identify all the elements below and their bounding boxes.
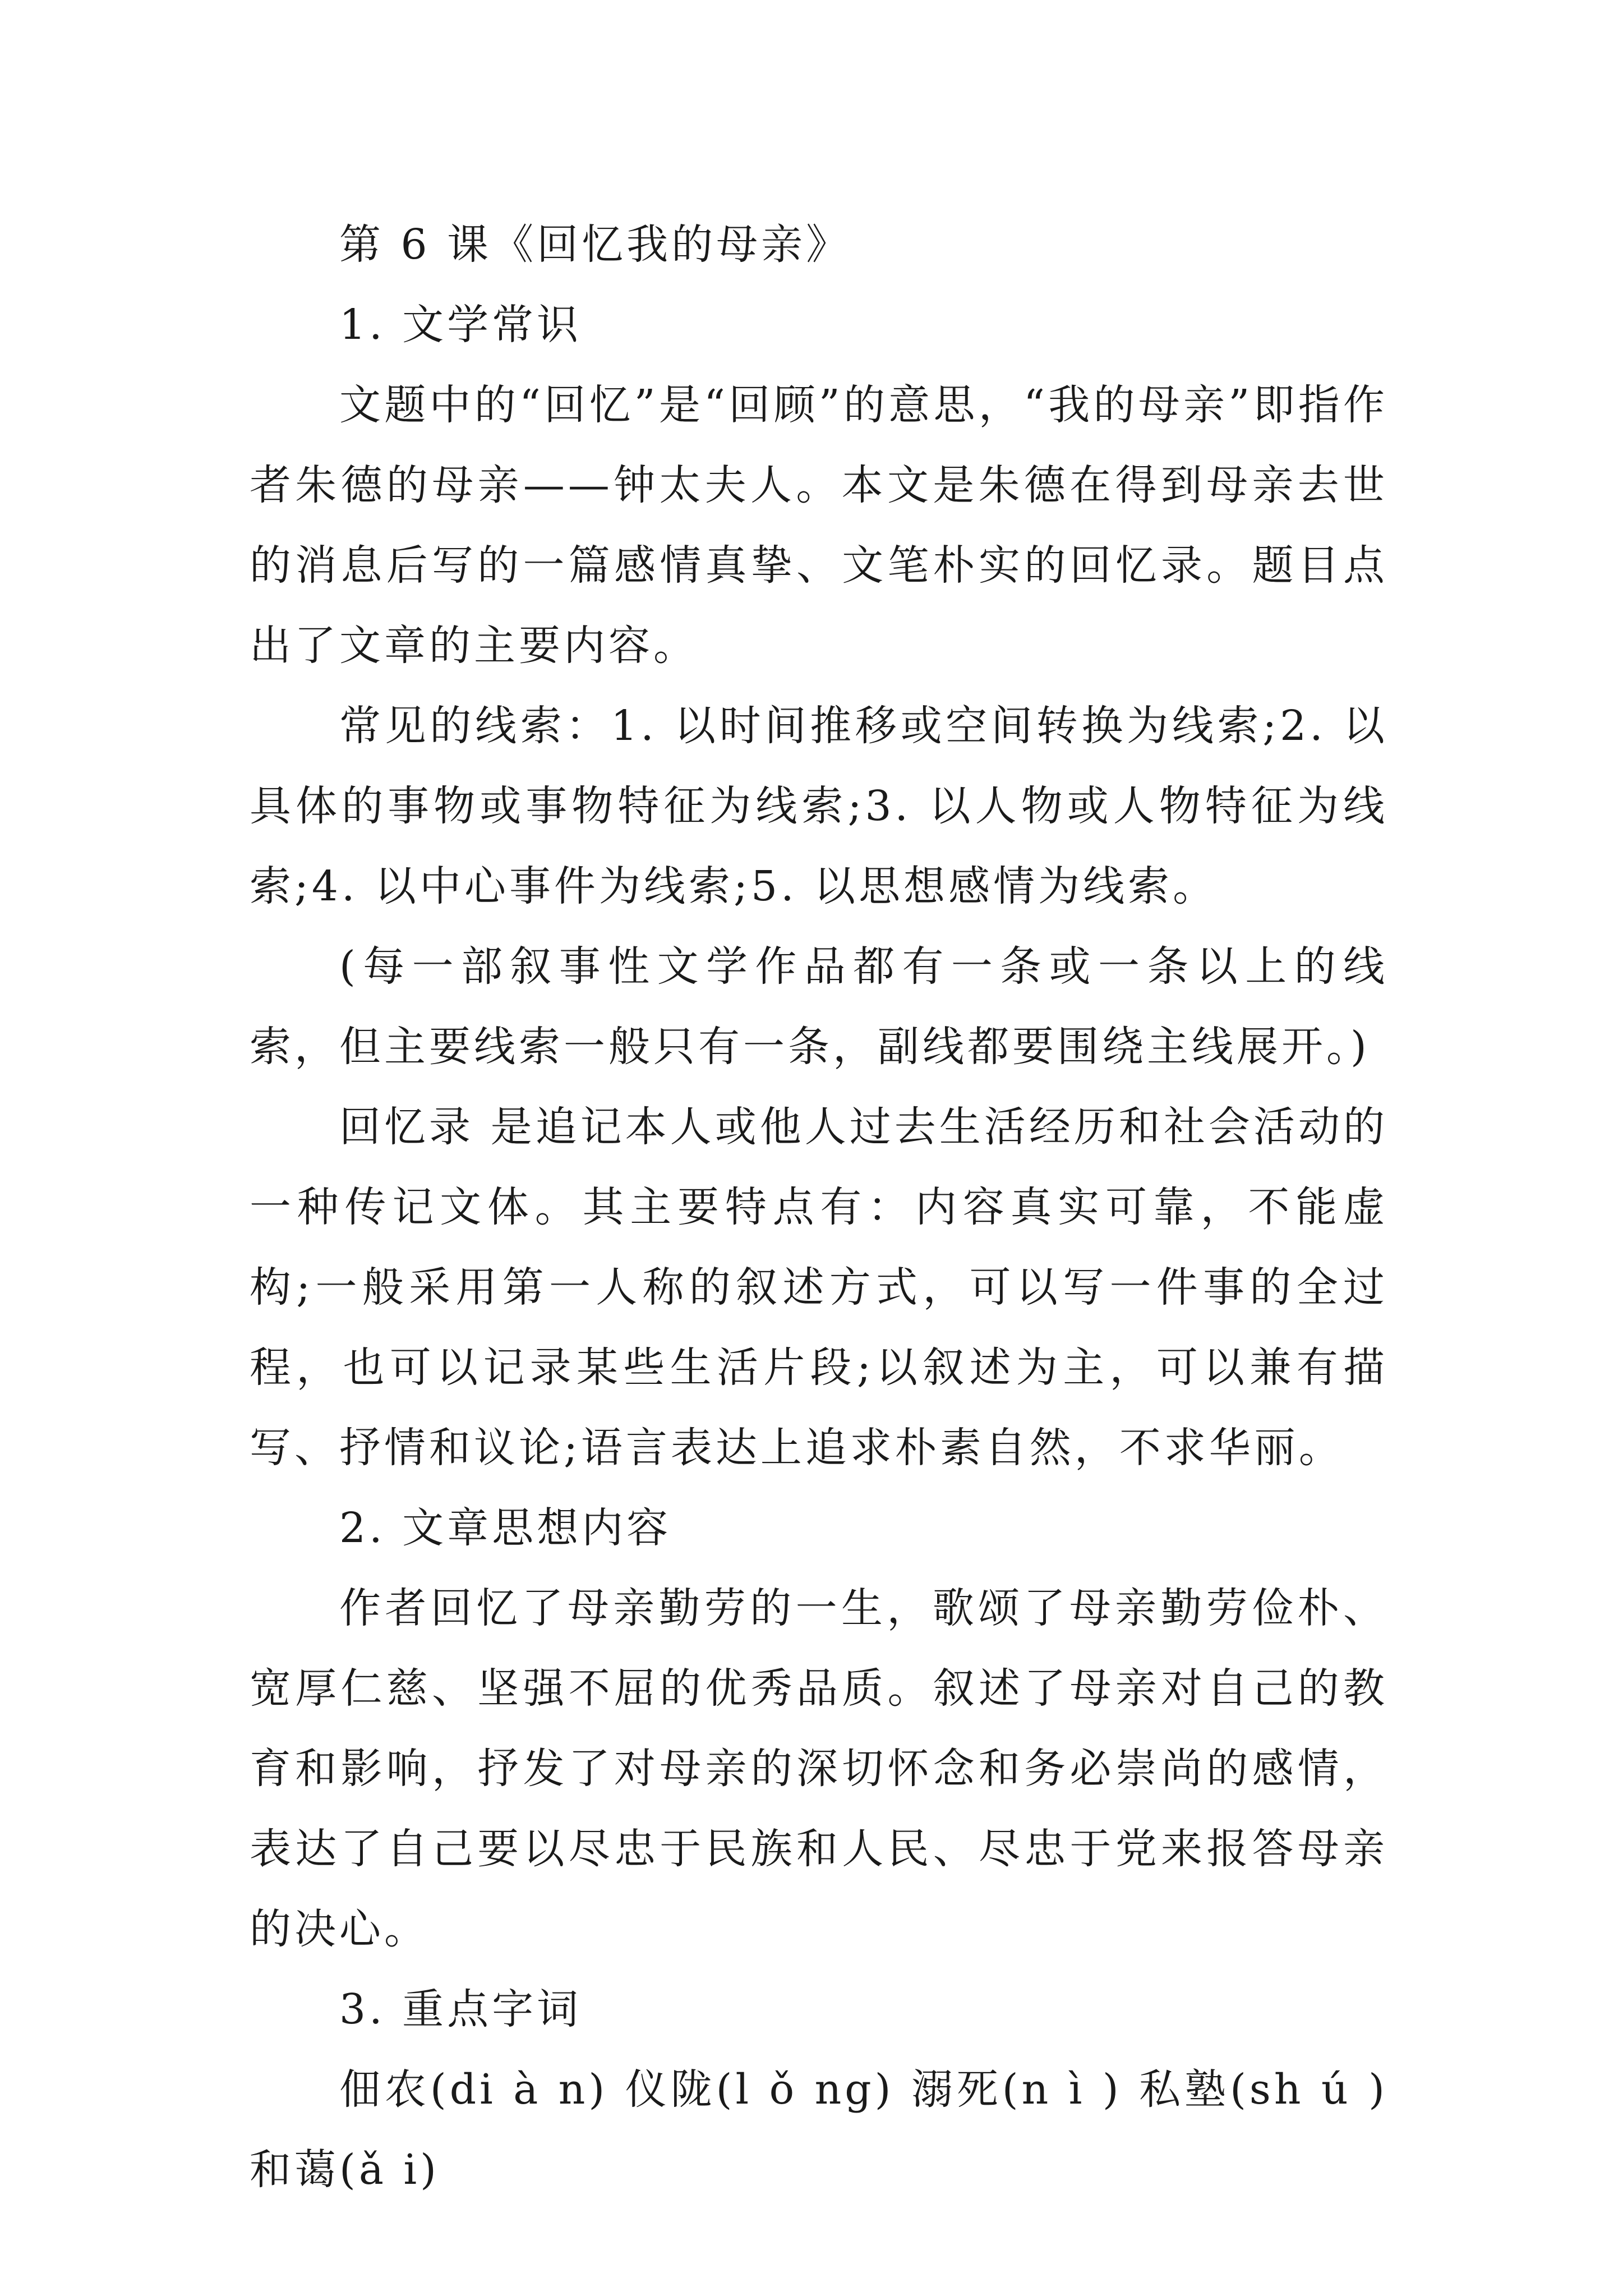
- lesson-title: 第 6 课《回忆我的母亲》: [339, 220, 851, 269]
- paragraph-clue-note: (每一部叙事性文学作品都有一条或一条以上的线索，但主要线索一般只有一条，副线都要围绕主线展开。): [250, 942, 1388, 1071]
- section-heading-ideas: 2. 文章思想内容: [339, 1504, 672, 1552]
- document-body: [250, 205, 1388, 2210]
- paragraph-common-clues: 常见的线索：1. 以时间推移或空间转换为线索;2. 以具体的事物或事物特征为线索;3. 以人物或人物特征为线索;4. 以中心事件为线索;5. 以思想感情为线索。: [250, 702, 1388, 910]
- paragraph-ideas-content: 作者回忆了母亲勤劳的一生，歌颂了母亲勤劳俭朴、宽厚仁慈、坚强不屈的优秀品质。叙述了母亲对自己的教育和影响，抒发了对母亲的深切怀念和务必崇尚的感情，表达了自己要以尽忠于民族和人民、尽忠于党来报答母亲的决心。: [250, 1584, 1388, 1953]
- paragraph-memoir-definition: 回忆录 是追记本人或他人过去生活经历和社会活动的一种传记文体。其主要特点有：内容真实可靠，不能虚构;一般采用第一人称的叙述方式，可以写一件事的全过程，也可以记录某些生活片段;以叙述为主，可以兼有描写、抒情和议论;语言表达上追求朴素自然，不求华丽。: [250, 1103, 1388, 1472]
- paragraph-title-meaning: 文题中的“回忆”是“回顾”的意思，“我的母亲”即指作者朱德的母亲——钟太夫人。本文是朱德在得到母亲去世的消息后写的一篇感情真挚、文笔朴实的回忆录。题目点出了文章的主要内容。: [250, 381, 1388, 670]
- section-heading-literary-knowledge: 1. 文学常识: [339, 301, 582, 349]
- paragraph-key-words: 佃农(di à n) 仪陇(l ǒ ng) 溺死(n ì ) 私塾(sh ú ) 和蔼(ǎ i): [250, 2065, 1388, 2194]
- section-heading-key-words: 3. 重点字词: [339, 1985, 582, 2033]
